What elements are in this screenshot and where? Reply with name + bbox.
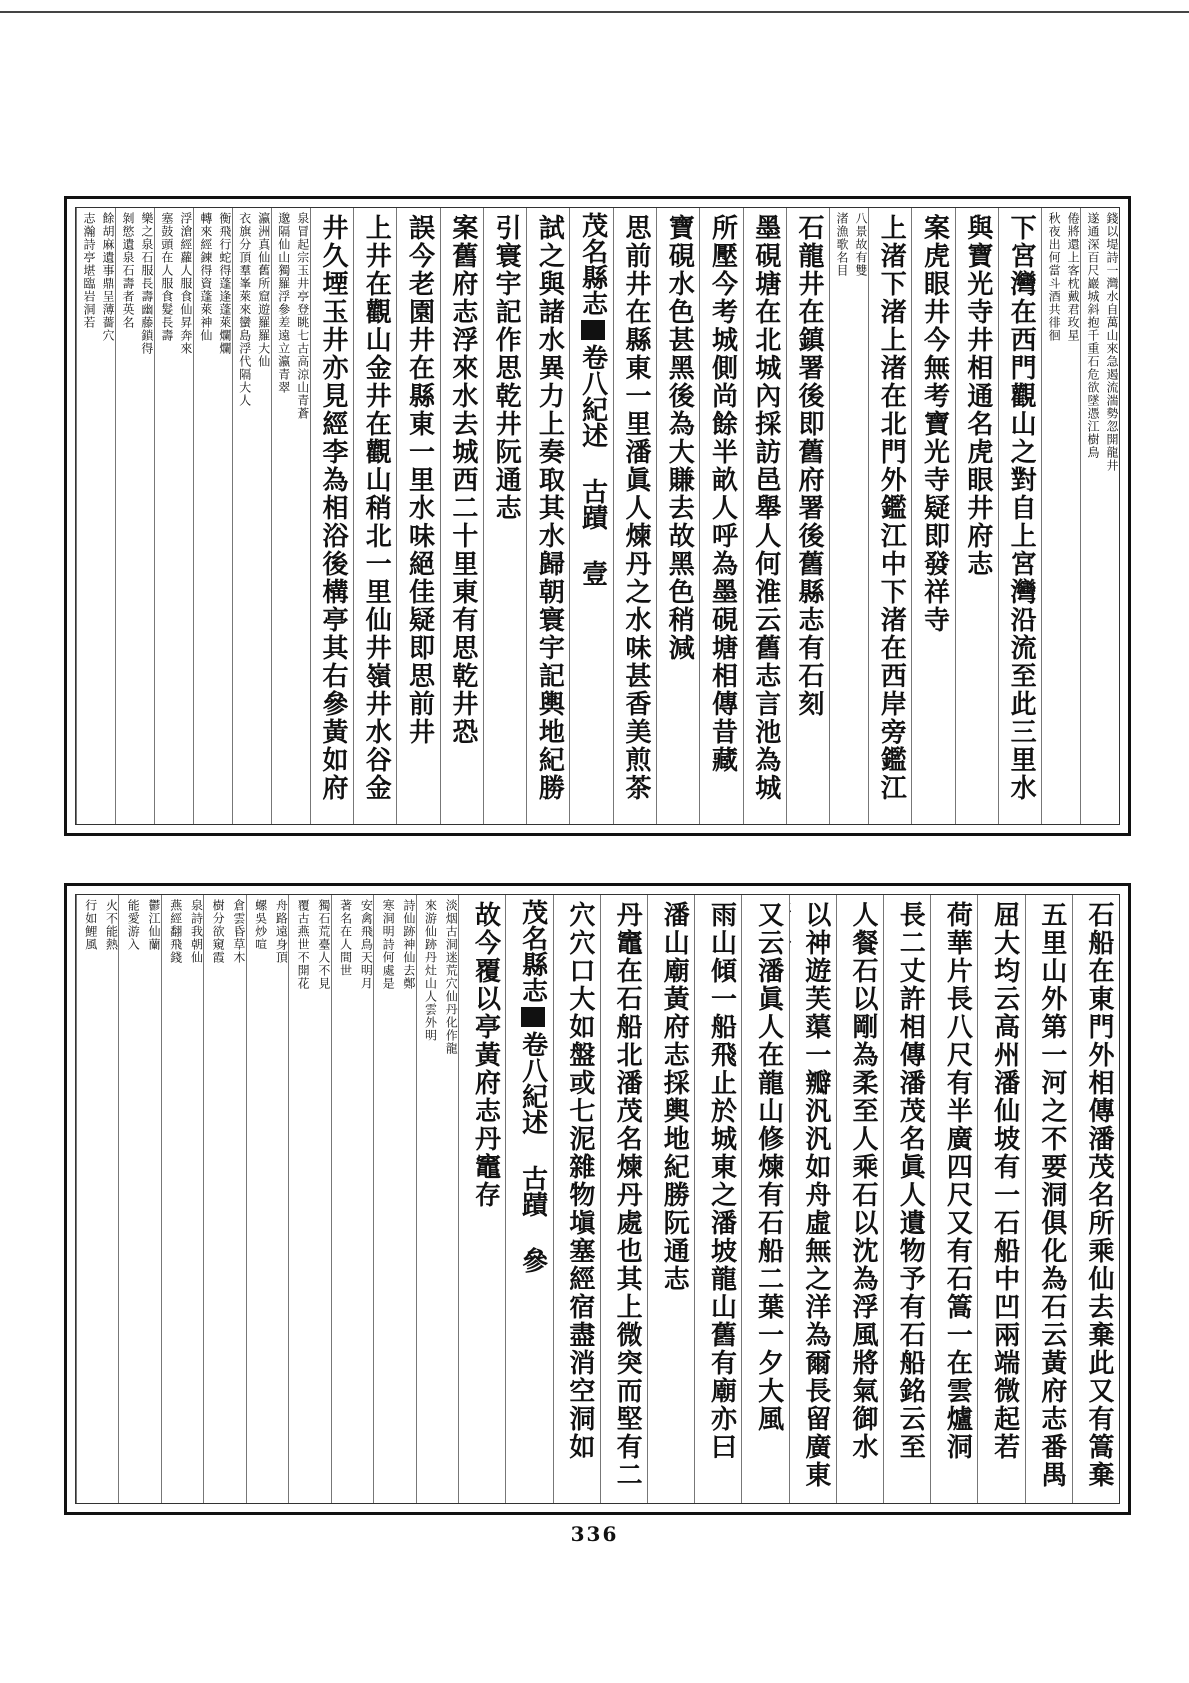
annotation-column bbox=[1080, 208, 1119, 824]
text-column: 雨山傾一船飛止於城東之潘坡龍山舊有廟亦曰 bbox=[694, 895, 741, 1503]
chapter-label: 卷八紀述 古蹟 參 bbox=[517, 1031, 548, 1273]
text-column: 長二丈許相傳潘茂名眞人遺物予有石船銘云至 bbox=[883, 895, 930, 1503]
annotation-subline: 行如鯉風 bbox=[83, 899, 98, 951]
fishtail-mark-icon bbox=[521, 1007, 545, 1027]
annotation-subline: 泉詩我朝仙 bbox=[189, 899, 204, 964]
text-column: 下宮灣在西門觀山之對自上宮灣沿流至此三里水 bbox=[998, 208, 1041, 824]
annotation-subline: 螺吳炒喧 bbox=[253, 899, 268, 951]
annotation-column bbox=[331, 895, 373, 1503]
annotation-column bbox=[271, 208, 310, 824]
top-rule bbox=[0, 11, 1189, 13]
text-column: 潘山廟黃府志採輿地紀勝阮通志 bbox=[647, 895, 694, 1503]
annotation-subline: 樂之泉石服長壽幽藤鎖得 bbox=[139, 212, 154, 355]
fishtail-mark-icon bbox=[581, 320, 605, 340]
text-column: 人餐石以剛為柔至人乘石以沈為浮風將氣御水 bbox=[836, 895, 883, 1503]
text-column: 案舊府志浮來水去城西二十里東有思乾井恐 bbox=[440, 208, 483, 824]
annotation-subline: 覆古燕世不開花 bbox=[296, 899, 311, 990]
annotation-subline: 轉來經錬得資蓬萊神仙 bbox=[198, 212, 213, 342]
annotation-column bbox=[288, 895, 330, 1503]
annotation-subline: 塞鼓頭在人服食髮長壽 bbox=[159, 212, 174, 342]
annotation-subline: 火不能熱 bbox=[104, 899, 119, 951]
lower-page-panel bbox=[64, 883, 1131, 1515]
text-column: 石船在東門外相傳潘茂名所乘仙去棄此又有篙棄 bbox=[1072, 895, 1119, 1503]
text-column: 又云潘眞人在龍山修煉有石船二葉一夕大風 bbox=[741, 895, 788, 1503]
text-column: 墨硯塘在北城內採訪邑舉人何淮云舊志言池為城 bbox=[743, 208, 786, 824]
text-column: 井久堙玉井亦見經李為相浴後構亭其右參黃如府 bbox=[310, 208, 353, 824]
text-column: 上渚下渚上渚在北門外鑑江中下渚在西岸旁鑑江 bbox=[868, 208, 911, 824]
text-column: 上井在觀山金井在觀山稍北一里仙井嶺井水谷金 bbox=[353, 208, 396, 824]
annotation-column bbox=[161, 895, 203, 1503]
text-column: 屈大均云高州潘仙坡有一石船中凹兩端微起若 bbox=[977, 895, 1024, 1503]
text-column: 丹竈在石船北潘茂名煉丹處也其上微突而堅有二 bbox=[600, 895, 647, 1503]
annotation-subline: 泉冒起宗玉井亭登眺七古高涼山青蒼 bbox=[295, 212, 310, 420]
upper-text-columns bbox=[76, 208, 1119, 824]
annotation-column bbox=[118, 895, 160, 1503]
annotation-column bbox=[1041, 208, 1080, 824]
text-column: 思前井在縣東一里潘眞人煉丹之水味甚香美煎茶 bbox=[613, 208, 656, 824]
book-title: 茂名縣志 bbox=[517, 899, 548, 1003]
annotation-subline: 遂通深百尺巖城斜抱千重石危欲墜憑江樹鳥 bbox=[1086, 212, 1101, 459]
annotation-subline: 浮滄經蘿人服食仙昇奔來 bbox=[178, 212, 193, 355]
text-column: 故今覆以亭黃府志丹竈存 bbox=[458, 895, 505, 1503]
text-column: 穴穴口大如盤或七泥雜物塡塞經宿盡消空洞如 bbox=[553, 895, 600, 1503]
annotation-subline: 鬱江仙蘭 bbox=[146, 899, 161, 951]
annotation-subline: 寒洞明詩何處是 bbox=[381, 899, 396, 990]
annotation-subline: 秋夜出何當斗酒共徘徊 bbox=[1047, 212, 1062, 342]
annotation-column bbox=[154, 208, 193, 824]
chapter-title-column bbox=[505, 895, 552, 1503]
chapter-title-column bbox=[569, 208, 612, 824]
chapter-label: 卷八紀述 古蹟 壹 bbox=[577, 344, 608, 586]
annotation-subline: 倦將還上客枕戴君玫星 bbox=[1066, 212, 1081, 342]
annotation-subline: 倉雲昏草木 bbox=[231, 899, 246, 964]
annotation-column bbox=[246, 895, 288, 1503]
text-column: 五里山外第一河之不要洞俱化為石云黃府志番禺 bbox=[1025, 895, 1072, 1503]
annotation-subline: 邈隔仙山獨羅浮參差遠立瀛青翠 bbox=[276, 212, 291, 394]
annotation-subline: 八景故有雙 bbox=[854, 212, 868, 277]
text-column: 引寰宇記作思乾井阮通志 bbox=[483, 208, 526, 824]
lower-text-columns bbox=[76, 895, 1119, 1503]
annotation-column bbox=[76, 895, 118, 1503]
annotation-subline: 能愛游入 bbox=[126, 899, 141, 951]
annotation-subline: 舟路遠身頂 bbox=[274, 899, 289, 964]
annotation-subline: 來游仙跡丹灶山人雲外明 bbox=[423, 899, 438, 1042]
annotation-column bbox=[76, 208, 115, 824]
annotation-column bbox=[232, 208, 271, 824]
annotation-subline: 燕經翻飛錢 bbox=[168, 899, 183, 964]
annotation-subline: 瀛洲真仙舊所窟遊羅羅大仙 bbox=[256, 212, 271, 368]
text-column: 誤今老園井在縣東一里水味絕佳疑即思前井 bbox=[396, 208, 439, 824]
annotation-column bbox=[416, 895, 458, 1503]
text-column: 案虎眼井今無考寶光寺疑即發祥寺 bbox=[911, 208, 954, 824]
annotation-column bbox=[193, 208, 232, 824]
page-number: 336 bbox=[570, 1522, 619, 1546]
annotation-subline: 衣旗分頂羣峯萊來蠻島浮代隔大人 bbox=[237, 212, 252, 407]
upper-page-inner-border bbox=[75, 207, 1120, 825]
annotation-subline: 詩仙跡神仙去鄭 bbox=[401, 899, 416, 990]
text-column: 以神遊芙蕖一瓣汎汎如舟虛無之洋為爾長留廣東 bbox=[789, 895, 836, 1503]
annotation-subline: 獨石荒臺人不見 bbox=[316, 899, 331, 990]
annotation-subline: 錢以堤詩一灣水自萬山來急遏流湍勢忽開龍井 bbox=[1105, 212, 1119, 472]
annotation-subline: 淡烟古洞迷荒穴仙丹化作龍 bbox=[444, 899, 459, 1055]
lower-page-inner-border bbox=[75, 894, 1120, 1504]
annotation-column bbox=[829, 208, 868, 824]
book-title: 茂名縣志 bbox=[577, 212, 608, 316]
annotation-subline: 志瀚詩亭堪臨岩洞若 bbox=[81, 212, 96, 329]
text-column: 與寶光寺井相通名虎眼井府志 bbox=[955, 208, 998, 824]
annotation-column bbox=[373, 895, 415, 1503]
annotation-subline: 餘胡麻遺事鼎呈薄薔穴 bbox=[100, 212, 115, 342]
text-column: 寶硯水色甚黑後為大賺去故黑色稍減 bbox=[656, 208, 699, 824]
annotation-column bbox=[115, 208, 154, 824]
annotation-subline: 衡飛行蛇得蓬逢蓬萊爛爛 bbox=[217, 212, 232, 355]
text-column: 所壓今考城側尚餘半畝人呼為墨硯塘相傳昔藏 bbox=[699, 208, 742, 824]
annotation-subline: 剝慾遺泉石壽者英名 bbox=[120, 212, 135, 329]
text-column: 試之與諸水異力上奏取其水歸朝寰宇記輿地紀勝 bbox=[526, 208, 569, 824]
annotation-subline: 渚漁歌名目 bbox=[835, 212, 850, 277]
annotation-subline: 著名在人間世 bbox=[338, 899, 353, 977]
annotation-subline: 安禽飛鳥天明月 bbox=[359, 899, 374, 990]
annotation-column bbox=[203, 895, 245, 1503]
annotation-subline: 樹分欲窺霞 bbox=[211, 899, 226, 964]
text-column: 荷華片長八尺有半廣四尺又有石篙一在雲爐洞 bbox=[930, 895, 977, 1503]
upper-page-panel bbox=[64, 196, 1131, 836]
text-column: 石龍井在鎮署後即舊府署後舊縣志有石刻 bbox=[786, 208, 829, 824]
